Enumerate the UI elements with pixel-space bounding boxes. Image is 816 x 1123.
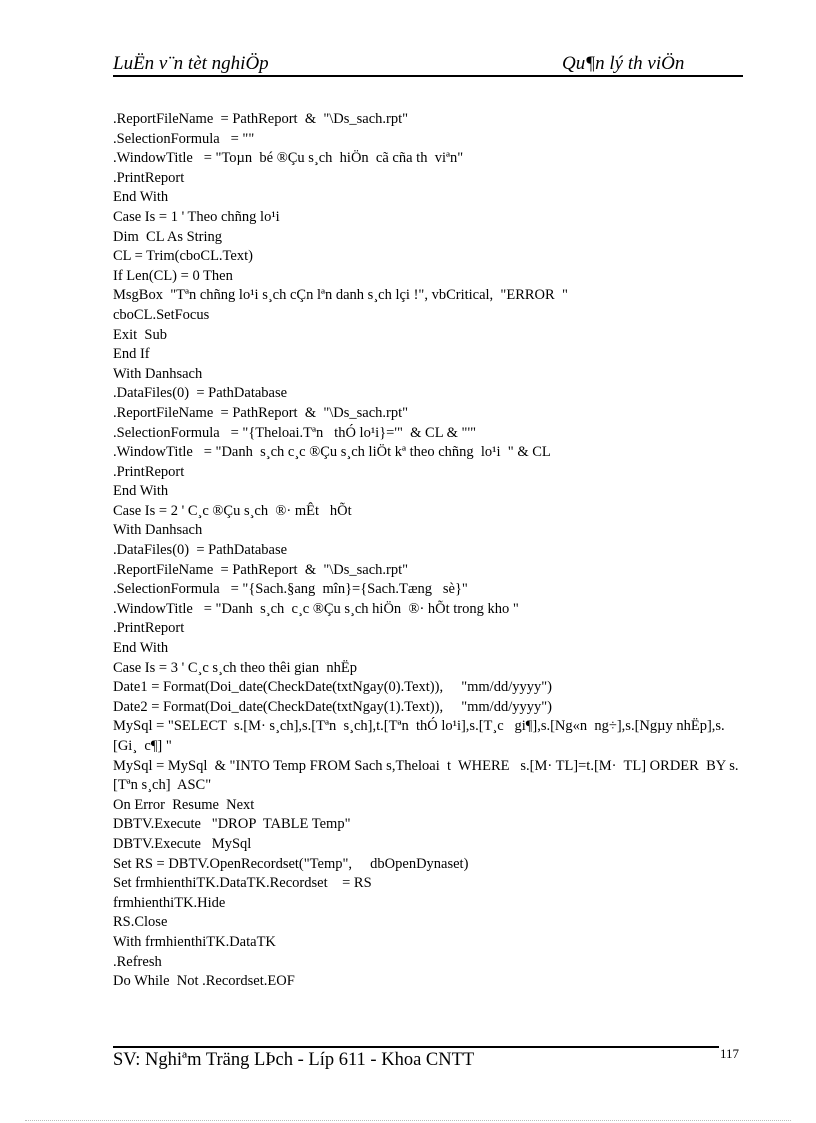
code-line: End With	[113, 640, 169, 657]
footer-author-line: SV: Nghiªm Träng LÞch - Líp 611 - Khoa CNTT	[113, 1050, 475, 1070]
code-line: Case Is = 2 ' C¸c ®Çu s¸ch ®· mÊt hÕt	[113, 502, 352, 519]
code-line: End If	[113, 346, 150, 363]
code-line: .ReportFileName = PathReport & "\Ds_sach.rpt"	[113, 111, 409, 127]
code-line: Date2 = Format(Doi_date(CheckDate(txtNgay(1).Text)), "mm/dd/yyyy")	[113, 698, 552, 715]
code-line: Set RS = DBTV.OpenRecordset("Temp", dbOpenDynaset)	[113, 855, 469, 872]
code-line: Case Is = 3 ' C¸c s¸ch theo thêi gian nhËp	[113, 659, 357, 676]
header-topic-title: Qu¶n lý th viÖn	[562, 53, 685, 74]
code-line: .ReportFileName = PathReport & "\Ds_sach.rpt"	[113, 561, 409, 578]
code-listing	[113, 110, 743, 992]
page-number: 117	[720, 1046, 740, 1061]
code-line: Exit Sub	[113, 326, 167, 343]
code-line: With frmhienthiTK.DataTK	[113, 933, 276, 950]
code-line: With Danhsach	[113, 522, 203, 539]
code-line: If Len(CL) = 0 Then	[113, 267, 233, 284]
code-line: .DataFiles(0) = PathDatabase	[113, 385, 288, 402]
code-line: DBTV.Execute MySql	[113, 835, 252, 852]
code-line: Date1 = Format(Doi_date(CheckDate(txtNgay(0).Text)), "mm/dd/yyyy")	[113, 679, 552, 696]
header-divider	[113, 75, 743, 77]
footer-divider	[113, 1046, 719, 1048]
code-line: MySql = MySql & "INTO Temp FROM Sach s,Theloai t WHERE s.[M· TL]=t.[M· TL] ORDER BY s.[Tªn s¸ch] ASC"	[113, 757, 739, 794]
page-edge-dotted-line	[25, 1120, 791, 1121]
code-line: Set frmhienthiTK.DataTK.Recordset = RS	[113, 875, 372, 892]
code-line: Dim CL As String	[113, 228, 223, 245]
code-line: MsgBox "Tªn chñng lo¹i s¸ch cÇn lªn danh s¸ch lçi !", vbCritical, "ERROR "	[113, 287, 568, 304]
code-line: End With	[113, 189, 169, 206]
code-line: .PrintReport	[113, 620, 185, 637]
code-line: On Error Resume Next	[113, 796, 255, 813]
code-line: CL = Trim(cboCL.Text)	[113, 248, 253, 265]
code-line: RS.Close	[113, 914, 168, 931]
code-line: cboCL.SetFocus	[113, 306, 210, 323]
code-line: .WindowTitle = "Toµn bé ®Çu s¸ch hiÖn cã cña th viªn"	[113, 150, 464, 167]
code-line: .SelectionFormula = "{Theloai.Tªn thÓ lo¹i}='" & CL & "'"	[113, 424, 476, 441]
code-line: With Danhsach	[113, 365, 203, 382]
code-line: .PrintReport	[113, 463, 185, 480]
code-line: .WindowTitle = "Danh s¸ch c¸c ®Çu s¸ch liÖt kª theo chñng lo¹i " & CL	[113, 444, 551, 461]
code-line: frmhienthiTK.Hide	[113, 894, 226, 911]
code-line: .ReportFileName = PathReport & "\Ds_sach.rpt"	[113, 404, 409, 421]
code-line: .Refresh	[113, 953, 162, 970]
code-line: .WindowTitle = "Danh s¸ch c¸c ®Çu s¸ch hiÖn ®· hÕt trong kho "	[113, 600, 519, 617]
code-line: .PrintReport	[113, 169, 185, 186]
header-thesis-title: LuËn v¨n tèt nghiÖp	[113, 53, 269, 74]
code-line: Case Is = 1 ' Theo chñng lo¹i	[113, 208, 280, 225]
code-line: .SelectionFormula = ""	[113, 130, 255, 147]
code-line: .DataFiles(0) = PathDatabase	[113, 542, 288, 559]
code-line: End With	[113, 483, 169, 500]
code-line: DBTV.Execute "DROP TABLE Temp"	[113, 816, 351, 833]
code-line: MySql = "SELECT s.[M· s¸ch],s.[Tªn s¸ch],t.[Tªn thÓ lo¹i],s.[T¸c gi¶],s.[Ng«n ng÷],s.[Ngµy nhËp],s.[Gi¸ c¶] "	[113, 718, 725, 754]
code-line: .SelectionFormula = "{Sach.§ang mîn}={Sach.Tæng sè}"	[113, 581, 468, 598]
code-line: Do While Not .Recordset.EOF	[113, 973, 295, 990]
